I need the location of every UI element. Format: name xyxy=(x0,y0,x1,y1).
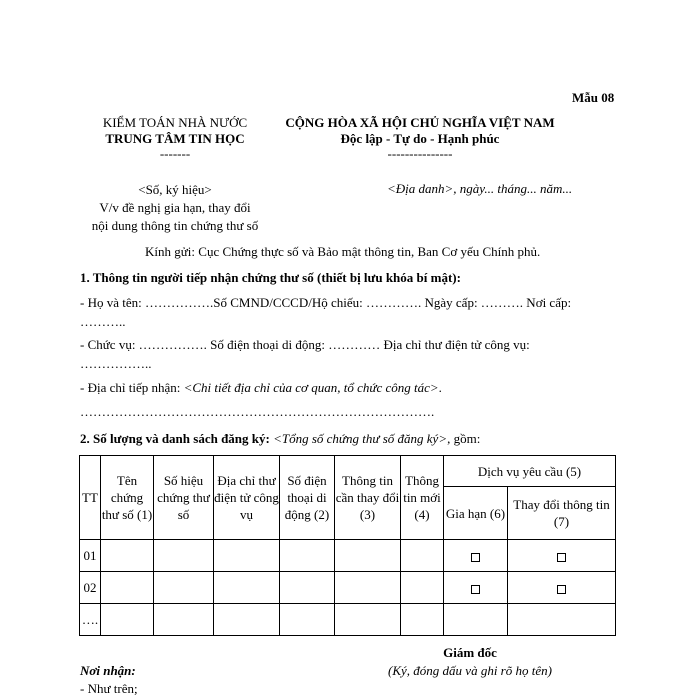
signature-title: Giám đốc xyxy=(443,645,497,660)
address-end: . xyxy=(438,380,442,395)
nation-header xyxy=(270,115,570,161)
table-row xyxy=(80,540,616,572)
subject-line1: V/v đề nghị gia hạn, thay đổi xyxy=(99,200,251,215)
name-field-line: - Họ và tên: …………….Số CMND/CCCD/Hộ chiếu: …………. Ngày cấp: ………. Nơi cấp: xyxy=(80,295,572,310)
registration-table xyxy=(79,455,616,636)
table-cell[interactable] xyxy=(401,540,444,572)
recipients-item: - Như trên; xyxy=(80,681,138,696)
row-number: 02 xyxy=(80,572,101,604)
table-cell[interactable] xyxy=(101,604,154,636)
nation-motto: Độc lập - Tự do - Hạnh phúc xyxy=(340,131,500,146)
table-cell[interactable] xyxy=(401,572,444,604)
table-cell[interactable] xyxy=(280,572,335,604)
header-email: Địa chỉ thư điện tử công vụ xyxy=(214,456,280,540)
agency-header xyxy=(80,115,270,161)
table-cell[interactable] xyxy=(280,540,335,572)
table-cell[interactable] xyxy=(508,604,616,636)
row-number: 01 xyxy=(80,540,101,572)
renew-checkbox[interactable] xyxy=(471,585,480,594)
name-field-cont: ……….. xyxy=(80,314,126,329)
row-number: …. xyxy=(80,604,101,636)
address-field-line xyxy=(80,380,442,396)
place-date: <Địa danh>, ngày... tháng... năm... xyxy=(387,181,573,196)
nation-divider: --------------- xyxy=(387,146,453,161)
table-cell[interactable] xyxy=(280,604,335,636)
header-cert-name: Tên chứng thư số (1) xyxy=(101,456,154,540)
header-new-info: Thông tin mới (4) xyxy=(401,456,444,540)
header-renew: Gia hạn (6) xyxy=(444,487,508,540)
position-field-line: - Chức vụ: ……………. Số điện thoại di động: ………… Địa chỉ thư điện tử công vụ: xyxy=(80,337,530,352)
table-cell[interactable] xyxy=(335,540,401,572)
dotted-line: ………………………………………………………………………. xyxy=(80,404,435,419)
section1-title: 1. Thông tin người tiếp nhận chứng thư số (thiết bị lưu khóa bí mật): xyxy=(80,270,461,285)
table-cell[interactable] xyxy=(154,572,214,604)
table-row xyxy=(80,572,616,604)
doc-number: <Số, ký hiệu> xyxy=(138,182,212,197)
recipient-line: Kính gửi: Cục Chứng thực số và Bảo mật thông tin, Ban Cơ yếu Chính phủ. xyxy=(145,244,541,259)
address-label: - Địa chỉ tiếp nhận: xyxy=(80,380,184,395)
table-cell[interactable] xyxy=(444,604,508,636)
agency-line2: TRUNG TÂM TIN HỌC xyxy=(105,131,245,146)
header-change-info: Thay đổi thông tin (7) xyxy=(508,487,616,540)
subject-line2: nội dung thông tin chứng thư số xyxy=(91,218,259,233)
form-number: Mẫu 08 xyxy=(572,90,615,105)
header-tt: TT xyxy=(80,456,101,540)
header-info-change: Thông tin cần thay đổi (3) xyxy=(335,456,401,540)
section2-title: 2. Số lượng và danh sách đăng ký: xyxy=(80,431,274,446)
recipients-label: Nơi nhận: xyxy=(80,663,136,678)
table-cell[interactable] xyxy=(101,540,154,572)
header-phone: Số điện thoại di động (2) xyxy=(280,456,335,540)
section2-hint: <Tổng số chứng thư số đăng ký> xyxy=(273,431,448,446)
table-cell[interactable] xyxy=(101,572,154,604)
signature-note: (Ký, đóng dấu và ghi rõ họ tên) xyxy=(388,663,552,678)
agency-divider: ------- xyxy=(159,146,191,161)
table-cell[interactable] xyxy=(154,604,214,636)
table-cell[interactable] xyxy=(335,604,401,636)
table-cell[interactable] xyxy=(214,540,280,572)
table-row xyxy=(80,604,616,636)
position-field-cont: …………….. xyxy=(80,356,152,371)
doc-reference xyxy=(75,181,275,235)
agency-line1: KIỂM TOÁN NHÀ NƯỚC xyxy=(102,115,248,130)
change-info-checkbox[interactable] xyxy=(557,585,566,594)
renew-checkbox[interactable] xyxy=(471,553,480,562)
change-info-checkbox[interactable] xyxy=(557,553,566,562)
table-cell[interactable] xyxy=(401,604,444,636)
header-service: Dịch vụ yêu cầu (5) xyxy=(444,456,616,487)
table-cell[interactable] xyxy=(335,572,401,604)
header-cert-number: Số hiệu chứng thư số xyxy=(154,456,214,540)
section2-title-line xyxy=(80,431,480,447)
nation-line1: CỘNG HÒA XÃ HỘI CHỦ NGHĨA VIỆT NAM xyxy=(285,115,555,130)
address-hint: <Chi tiết địa chỉ của cơ quan, tổ chức công tác> xyxy=(183,380,439,395)
table-cell[interactable] xyxy=(214,604,280,636)
table-cell[interactable] xyxy=(214,572,280,604)
section2-suffix: , gồm: xyxy=(447,431,481,446)
table-cell[interactable] xyxy=(154,540,214,572)
table-header-row xyxy=(80,456,616,487)
